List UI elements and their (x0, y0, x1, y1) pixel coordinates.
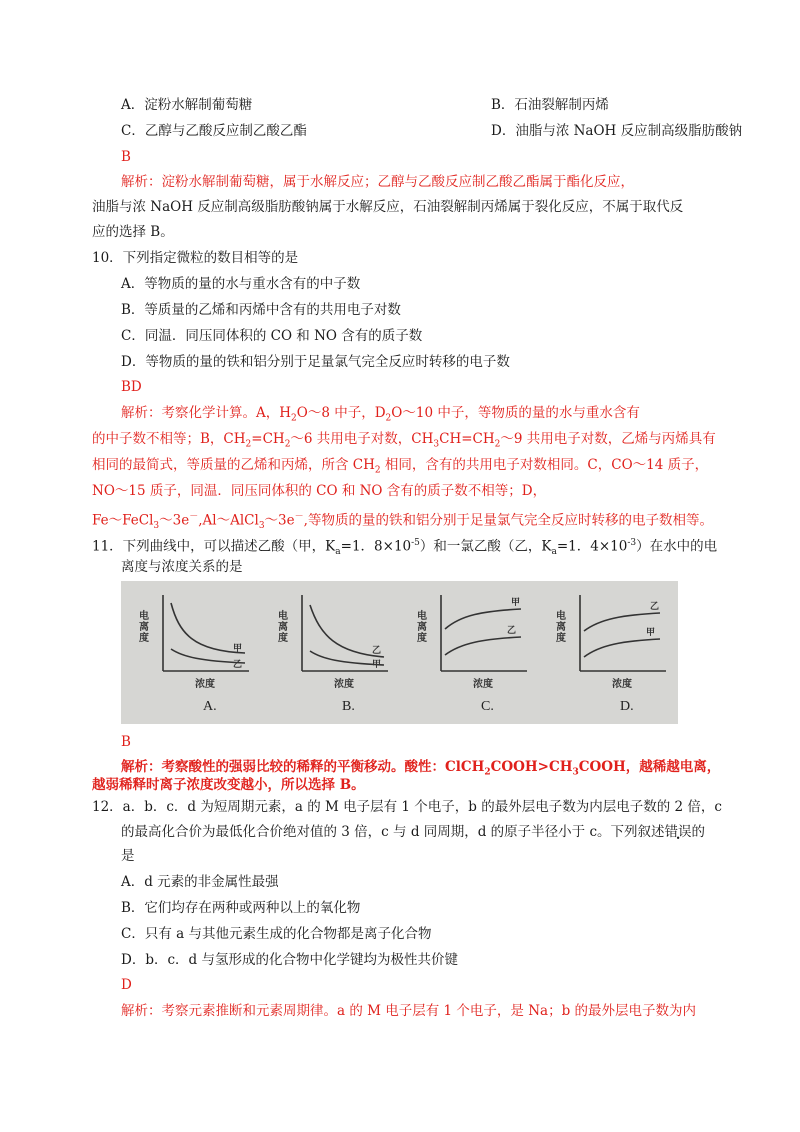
q12-option-d: D．b．c．d 与氢形成的化合物中化学键均为极性共价键 (121, 952, 458, 968)
q10-explanation-line2: 的中子数不相等；B，$CH_2=CH_2\sim 6$ 共用电子对数，$CH_3CH=CH_2\sim 9$ 共用电子对数，乙烯与丙烯具有 (92, 431, 716, 450)
q12-answer: D (121, 977, 132, 993)
q12-stem-line3: 是 (121, 848, 135, 864)
panel-a-ylabel: 电离度 (139, 611, 149, 644)
panel-b-caption: B. (342, 699, 355, 714)
q9-option-c: C．乙醇与乙酸反应制乙酸乙酯 (121, 123, 307, 139)
panel-a-label-jia: 甲 (233, 644, 243, 654)
q12-option-c: C．只有 a 与其他元素生成的化合物都是离子化合物 (121, 926, 432, 942)
q9-option-b: B．石油裂解制丙烯 (491, 97, 609, 113)
q9-option-a: A．淀粉水解制葡萄糖 (121, 97, 253, 113)
q11-explanation-line1: 解析：考察酸性的强弱比较的稀释的平衡移动。酸性：$ClCH_2COOH>CH_3COOH$，越稀越电离， (121, 759, 721, 778)
q10-option-d: D．等物质的量的铁和铝分别于足量氯气完全反应时转移的电子数 (121, 354, 510, 370)
q10-explanation-line5: Fe～FeCl$_3$～3e－,Al～AlCl$_3$～3e－,等物质的量的铁和铝分别于足量氯气完全反应时转移的电子数相等。 (92, 512, 713, 532)
panel-a-caption: A. (203, 699, 217, 714)
q11-figure (121, 581, 678, 724)
q11-explanation-line2: 越弱稀释时离子浓度改变越小，所以选择 B。 (92, 777, 365, 793)
q9-option-d: D．油脂与浓 NaOH 反应制高级脂肪酸钠 (491, 123, 743, 139)
q9-options-row1 (121, 95, 721, 115)
q10-answer: BD (121, 379, 142, 395)
panel-a-label-yi: 乙 (233, 660, 243, 670)
q9-explanation-line3: 应的选择 B。 (92, 224, 174, 240)
panel-b-xlabel: 浓度 (334, 679, 354, 690)
q12-stem-line1: 12．a．b．c．d 为短周期元素，a 的 M 电子层有 1 个电子，b 的最外层电子数为内层电子数的 2 倍，c (92, 799, 722, 815)
q9-explanation-line1: 解析：淀粉水解制葡萄糖，属于水解反应；乙醇与乙酸反应制乙酸乙酯属于酯化反应， (121, 174, 634, 190)
panel-b-label-jia: 甲 (372, 660, 382, 670)
panel-b (260, 581, 399, 724)
q10-explanation-line4: NO～15 质子，同温．同压同体积的 CO 和 NO 含有的质子数不相等；D， (92, 483, 547, 499)
panel-c-label-yi: 乙 (507, 626, 517, 636)
q12-option-a: A．d 元素的非金属性最强 (121, 874, 279, 890)
panel-b-label-yi: 乙 (372, 646, 382, 656)
panel-c-caption: C. (481, 699, 494, 714)
q11-answer: B (121, 734, 131, 750)
q10-option-c: C．同温．同压同体积的 CO 和 NO 含有的质子数 (121, 328, 423, 344)
panel-d-xlabel: 浓度 (612, 679, 632, 690)
q11-stem-line2: 离度与浓度关系的是 (121, 559, 243, 575)
panel-c (399, 581, 538, 724)
q9-answer: B (121, 149, 131, 165)
panel-d-label-jia: 甲 (646, 628, 656, 638)
panel-c-xlabel: 浓度 (473, 679, 493, 690)
panel-c-ylabel: 电离度 (417, 611, 427, 644)
q10-option-a: A．等物质的量的水与重水含有的中子数 (121, 276, 361, 292)
panel-c-label-jia: 甲 (511, 598, 521, 608)
q10-explanation-line3: 相同的最简式，等质量的乙烯和丙烯，所含 $CH_2$ 相同，含有的共用电子对数相同。C，CO～14 质子， (92, 457, 709, 476)
panel-c-curve-yi (445, 637, 521, 655)
q10-stem: 10．下列指定微粒的数目相等的是 (92, 250, 299, 266)
q12-option-b: B．它们均存在两种或两种以上的氧化物 (121, 900, 361, 916)
q12-explanation-line1: 解析：考察元素推断和元素周期律。a 的 M 电子层有 1 个电子，是 Na；b 的最外层电子数为内 (121, 1003, 697, 1019)
q11-stem-line1: 11．下列曲线中，可以描述乙酸（甲，$K_a=1$．$8\times 10^{-5}$）和一氯乙酸（乙，$K_a=1$．$4\times 10^{-3}$）在水中的电 (92, 538, 718, 558)
panel-d-label-yi: 乙 (650, 602, 660, 612)
panel-d-ylabel: 电离度 (556, 611, 566, 644)
panel-d-curve-jia (584, 639, 660, 657)
q12-emphasis: 错误 (664, 824, 692, 840)
panel-d-caption: D. (620, 699, 634, 714)
q12-stem-line2: 的最高化合价为最低化合价绝对值的 3 倍，c 与 d 同周期，d 的原子半径小于 c。下列叙述错误的 (121, 824, 706, 840)
q9-options-row2 (121, 121, 743, 141)
q9-explanation-line2: 油脂与浓 NaOH 反应制高级脂肪酸钠属于水解反应，石油裂解制丙烯属于裂化反应，不属于取代反 (92, 199, 684, 215)
panel-a (121, 581, 260, 724)
panel-d (538, 581, 677, 724)
panel-a-xlabel: 浓度 (195, 679, 215, 690)
q10-option-b: B．等质量的乙烯和丙烯中含有的共用电子对数 (121, 302, 401, 318)
panel-b-ylabel: 电离度 (278, 611, 288, 644)
q10-explanation-line1: 解析：考察化学计算。A，$H_2O\sim 8$ 中子，$D_2O\sim 10$ 中子，等物质的量的水与重水含有 (121, 405, 640, 424)
